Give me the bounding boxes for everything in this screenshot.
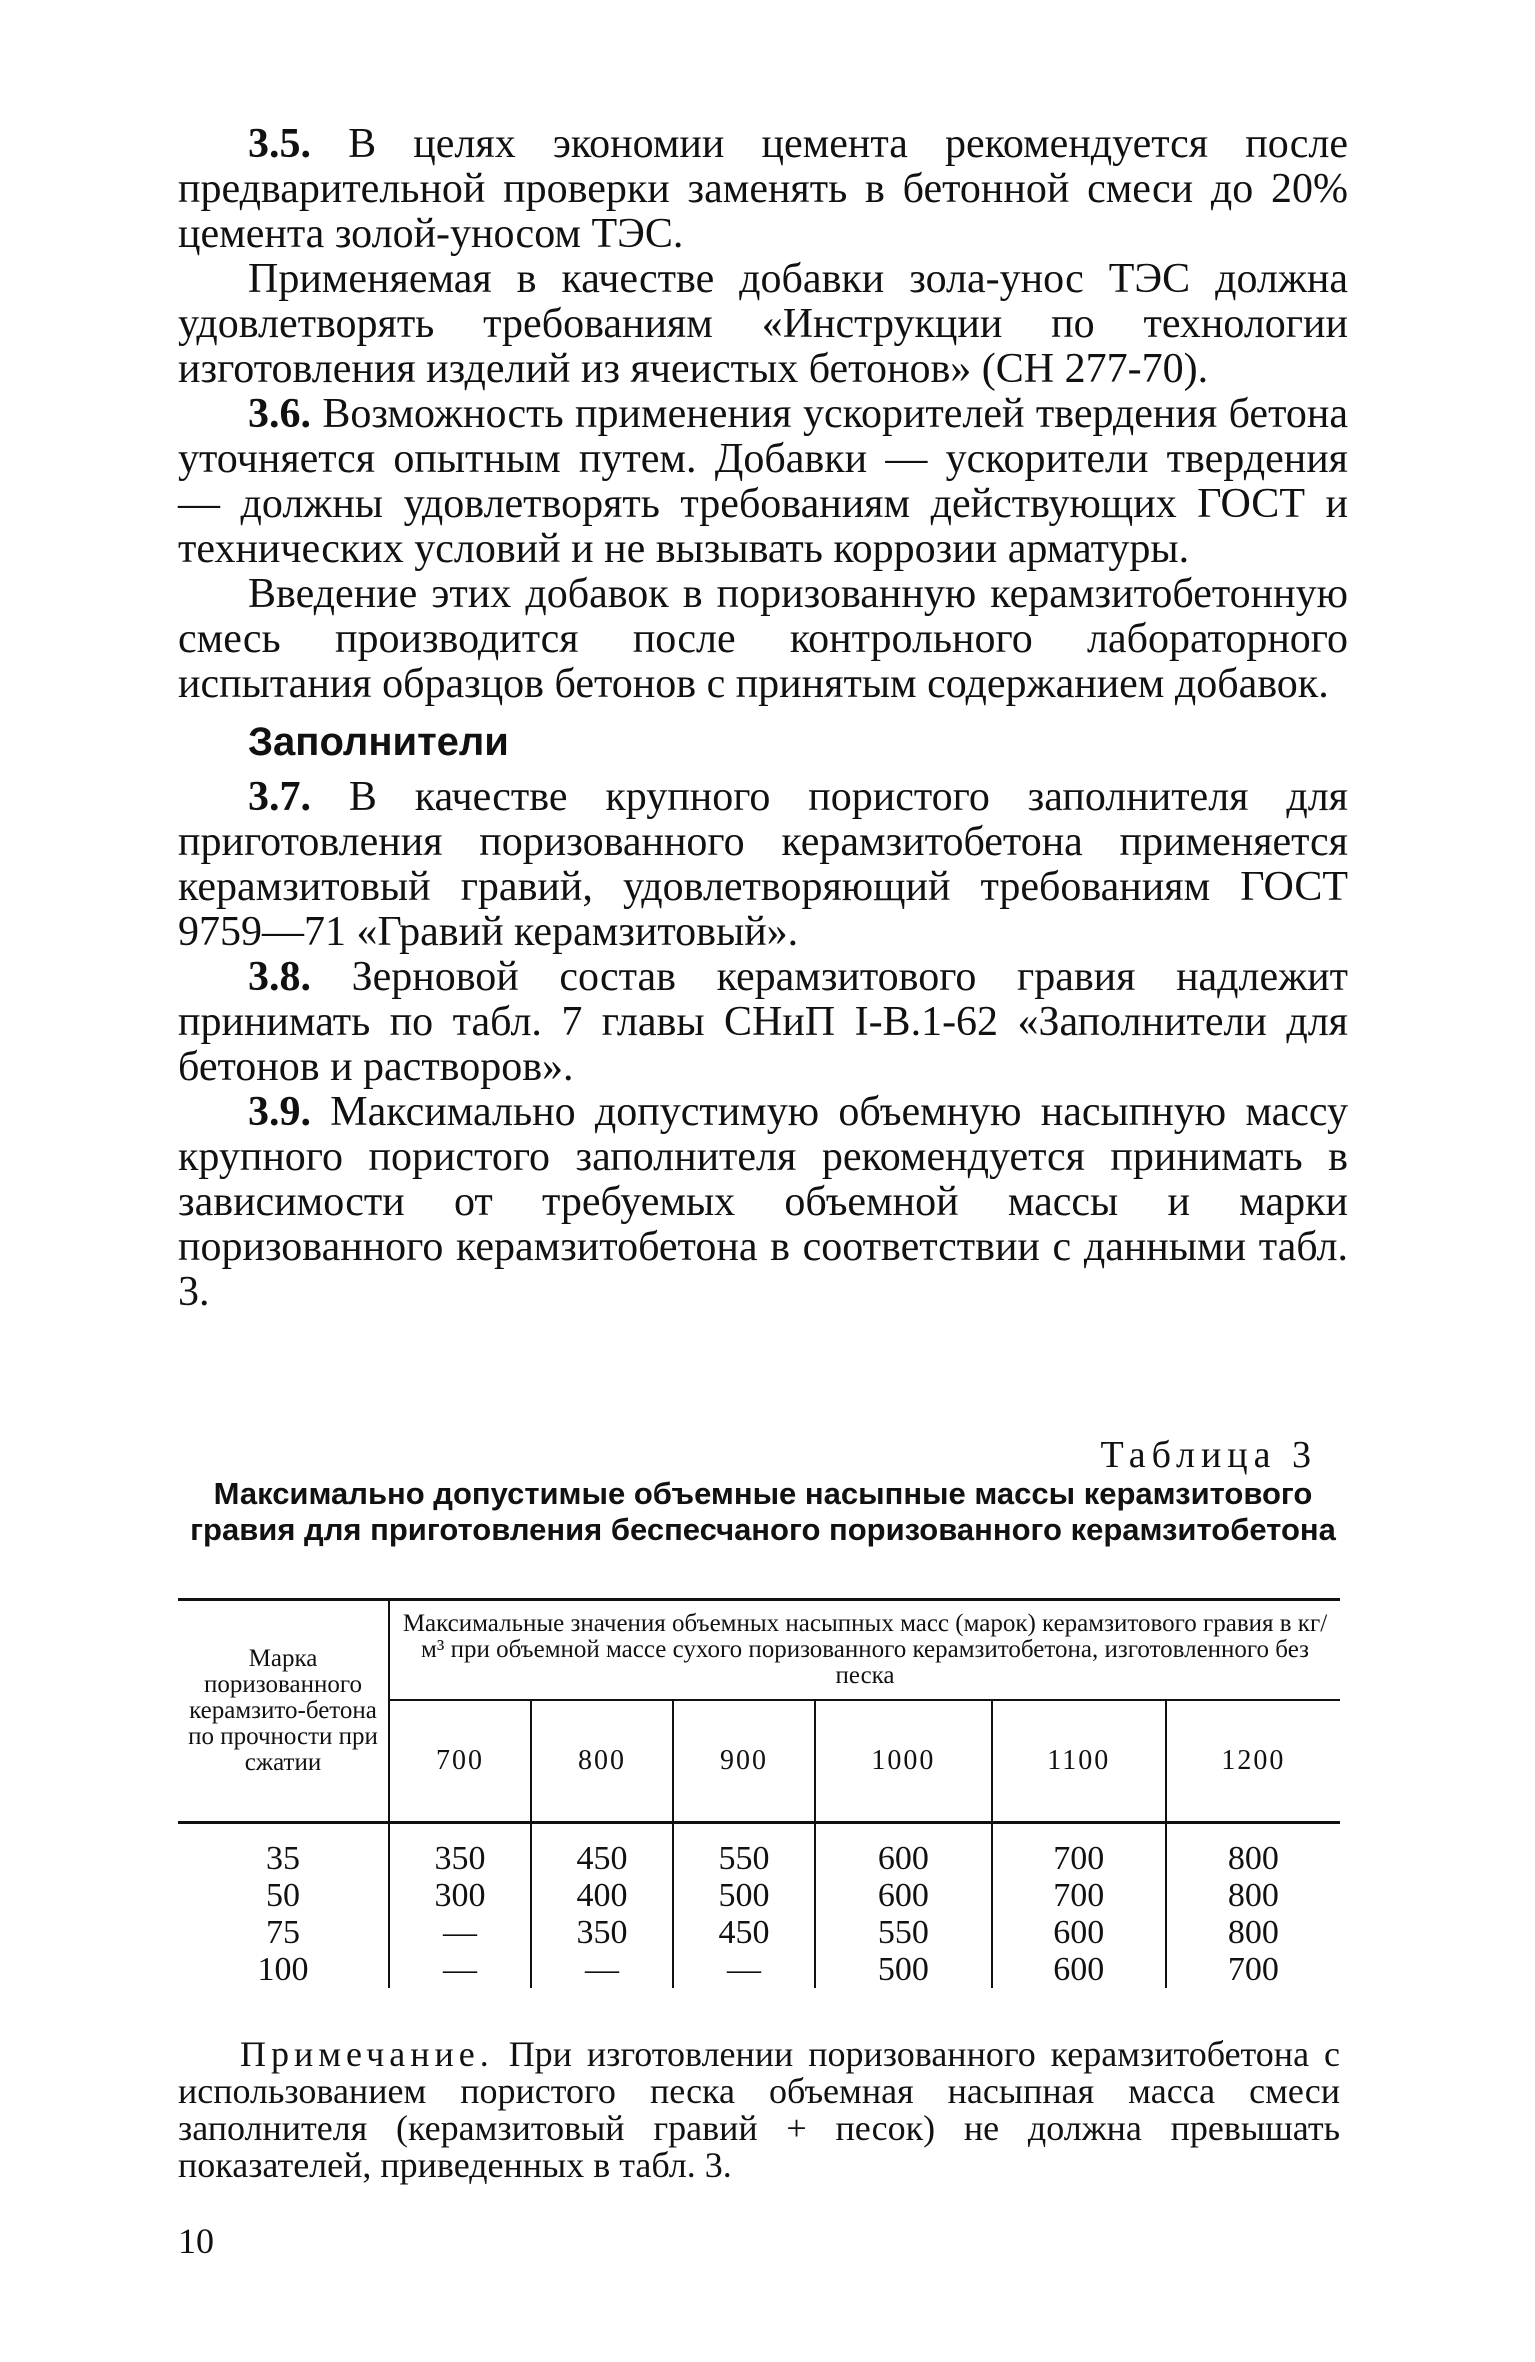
column-header-700: 700 [389, 1700, 531, 1823]
value-cell: 500 [673, 1877, 815, 1914]
paragraph-text: В качестве крупного пористого заполнителя для приготовления поризованного керамзитобетона применяется керамзитовый гравий, удовлетворяющий требованиям ГОСТ 9759—71 «Гравий керамзитовый». [178, 774, 1348, 955]
column-group-header: Максимальные значения объемных насыпных масс (марок) керамзитового гравия в кг/м³ при объемной массе сухого поризованного керамзитобетона, изготовленного без песка [389, 1600, 1340, 1701]
table-label: Таблица 3 [1100, 1434, 1317, 1476]
clause-number: 3.5. [248, 121, 311, 167]
value-cell: 400 [531, 1877, 673, 1914]
value-cell: 800 [1227, 1877, 1279, 1914]
paragraph-text: В целях экономии цемента рекомендуется после предварительной проверки заменять в бетонной смеси до 20% цемента золой-уносом ТЭС. [178, 121, 1348, 257]
grade-cell: 50 [178, 1877, 389, 1914]
grade-cell: 75 [178, 1914, 389, 1951]
column-header-1200: 1200 [1221, 1745, 1286, 1776]
value-cell: 550 [673, 1823, 815, 1878]
paragraph-3-7 [178, 775, 1348, 955]
value-cell: 300 [389, 1877, 531, 1914]
paragraph-text: Применяемая в качестве добавки зола-унос ТЭС должна удовлетворять требованиям «Инструкции по технологии изготовления изделий из ячеистых бетонов» (СН 277-70). [178, 256, 1348, 392]
grade-cell: 35 [178, 1823, 389, 1878]
aggregate-mass-table [178, 1598, 1340, 1988]
clause-number: 3.7. [248, 774, 311, 820]
table-row [178, 1914, 1340, 1951]
value-cell: 550 [815, 1914, 992, 1951]
column-header-800: 800 [531, 1700, 673, 1823]
note-text: При изготовлении поризованного керамзитобетона с использованием пористого песка объемная насыпная масса смеси заполнителя (керамзитовый гравий + песок) не должна превышать показателей, приведенных в табл. 3. [178, 2034, 1340, 2185]
value-cell: 800 [1227, 1914, 1279, 1951]
value-cell: 350 [531, 1914, 673, 1951]
column-header-900: 900 [673, 1700, 815, 1823]
body-text-top [178, 122, 1348, 1315]
value-cell: 600 [992, 1914, 1166, 1951]
value-cell: 700 [992, 1877, 1166, 1914]
value-cell: — [389, 1914, 531, 1951]
page-number: 10 [178, 2221, 214, 2261]
clause-number: 3.8. [248, 954, 311, 1000]
paragraph-text: Максимально допустимую объемную насыпную массу крупного пористого заполнителя рекомендуется принимать в зависимости от требуемых объемной массы и марки поризованного керамзитобетона в соответствии с данными табл. 3. [178, 1089, 1348, 1315]
paragraph-text: Зерновой состав керамзитового гравия надлежит принимать по табл. 7 главы СНиП I-В.1-62 «Заполнители для бетонов и растворов». [178, 954, 1348, 1090]
clause-number: 3.6. [248, 391, 311, 437]
value-cell: 800 [1166, 1823, 1340, 1878]
section-heading-aggregates: Заполнители [248, 720, 509, 764]
value-cell: 700 [1227, 1951, 1279, 1988]
paragraph-3-6 [178, 392, 1348, 572]
value-cell: 600 [815, 1823, 992, 1878]
table-row [178, 1823, 1340, 1878]
value-cell: 450 [531, 1823, 673, 1878]
paragraph-text: Возможность применения ускорителей твердения бетона уточняется опытным путем. Добавки — ускорители твердения — должны удовлетворять требованиям действующих ГОСТ и технических условий и не вызывать коррозии арматуры. [178, 391, 1348, 572]
paragraph-text: Введение этих добавок в поризованную керамзитобетонную смесь производится после контрольного лабораторного испытания образцов бетонов с принятым содержанием добавок. [178, 571, 1348, 707]
paragraph-3-9 [178, 1090, 1348, 1315]
paragraph-3-5 [178, 122, 1348, 257]
value-cell: 600 [992, 1951, 1166, 1988]
value-cell: 700 [992, 1823, 1166, 1878]
table-title: Максимально допустимые объемные насыпные массы керамзитового гравия для приготовления беспесчаного поризованного керамзитобетона [190, 1476, 1336, 1547]
table-row [178, 1877, 1340, 1914]
value-cell: 600 [815, 1877, 992, 1914]
value-cell: — [673, 1951, 815, 1988]
table-row [178, 1951, 1340, 1988]
table-note [178, 2036, 1340, 2184]
row-header-grade: Марка поризованного керамзито-бетона по прочности при сжатии [178, 1600, 389, 1823]
column-header-1000: 1000 [815, 1700, 992, 1823]
clause-number: 3.9. [248, 1089, 311, 1135]
note-label: Примечание. [240, 2034, 494, 2074]
value-cell: — [531, 1951, 673, 1988]
paragraph-ash-requirements [178, 257, 1348, 392]
paragraph-additives-introduction [178, 572, 1348, 707]
value-cell: 350 [389, 1823, 531, 1878]
paragraph-3-8 [178, 955, 1348, 1090]
value-cell: 450 [673, 1914, 815, 1951]
value-cell: 500 [815, 1951, 992, 1988]
grade-cell: 100 [178, 1951, 389, 1988]
column-header-1100: 1100 [992, 1700, 1166, 1823]
value-cell: — [389, 1951, 531, 1988]
